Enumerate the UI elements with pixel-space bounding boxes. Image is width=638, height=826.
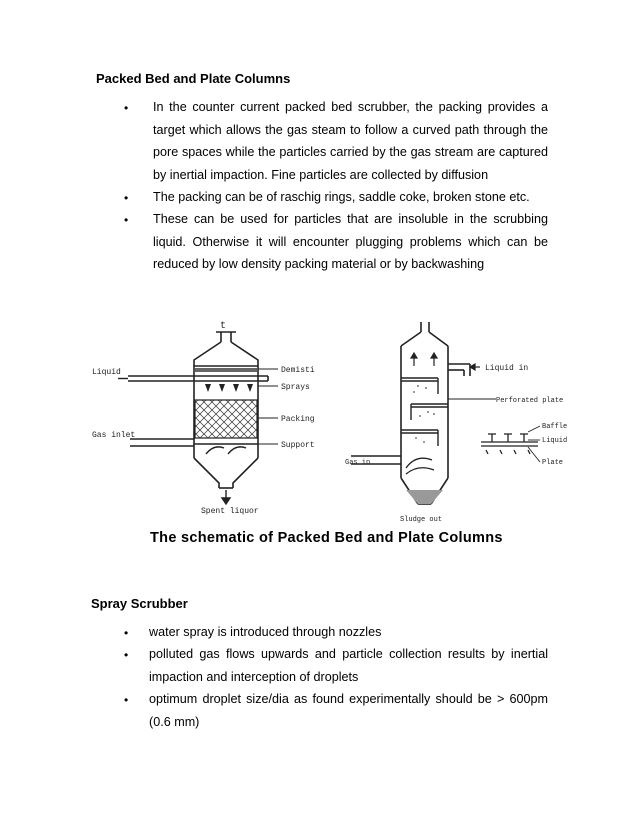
label-liquid: Liquid [92, 368, 121, 377]
bullet-text-packing-types: The packing can be of raschig rings, saddle coke, broken stone etc. [153, 190, 530, 204]
bullet-text-packing-target: In the counter current packed bed scrubber, the packing provides a target which allows the gas steam to follow a curved path through the pore spaces while the particles carried by the gas stream are captured by inertial impaction. Fine particles are collected by diffusion [153, 100, 548, 182]
bullet-text-droplet-size: optimum droplet size/dia as found experimentally should be > 600pm (0.6 mm) [149, 692, 548, 729]
section-title-spray-scrubber: Spray Scrubber [91, 596, 188, 611]
label-plate-liquid: Liquid [542, 437, 568, 445]
bullet-marker: • [124, 191, 129, 205]
label-perforated-plate: Perforated plate [496, 397, 564, 405]
demister [195, 368, 257, 372]
packing-bed [195, 400, 257, 438]
label-support: Support [281, 441, 315, 450]
gas-flow-arrows [411, 353, 437, 366]
packed-and-plate-column-schematic [88, 318, 568, 524]
label-spent-liquor: Spent liquor [201, 507, 259, 516]
label-plate: Plate [542, 459, 564, 467]
liquid-inlet-pipe [128, 376, 268, 381]
bullet-marker: • [124, 213, 129, 227]
label-sprays: Sprays [281, 383, 310, 392]
bullet-marker: • [124, 648, 129, 662]
section-title-packed-bed: Packed Bed and Plate Columns [96, 71, 291, 86]
label-liquid-in: Liquid in [485, 364, 529, 373]
bullet-text-insoluble-particles: These can be used for particles that are insoluble in the scrubbing liquid. Otherwise it will encounter plugging problems which can be reduced by low density packing material or by backwashing [153, 212, 548, 271]
perforated-plates [401, 378, 448, 446]
spray-nozzles [205, 384, 253, 392]
plate-detail [481, 434, 538, 454]
bullet-marker: • [124, 626, 129, 640]
bullet-text-gas-flow: polluted gas flows upwards and particle collection results by inertial impaction and interception of droplets [149, 647, 548, 684]
label-demister: Demisti [281, 366, 315, 375]
bullet-marker: • [124, 693, 129, 707]
bullet-marker: • [124, 101, 129, 115]
label-gas-in: Gas in [345, 459, 371, 467]
label-gas-inlet: Gas inlet [92, 431, 136, 440]
top-mark: t [220, 321, 227, 332]
bullet-text-water-spray: water spray is introduced through nozzles [149, 625, 382, 639]
label-baffle: Baffle [542, 423, 568, 431]
figure-caption: The schematic of Packed Bed and Plate Columns [150, 530, 503, 546]
label-sludge-out: Sludge out [400, 516, 443, 524]
label-packing: Packing [281, 415, 315, 424]
